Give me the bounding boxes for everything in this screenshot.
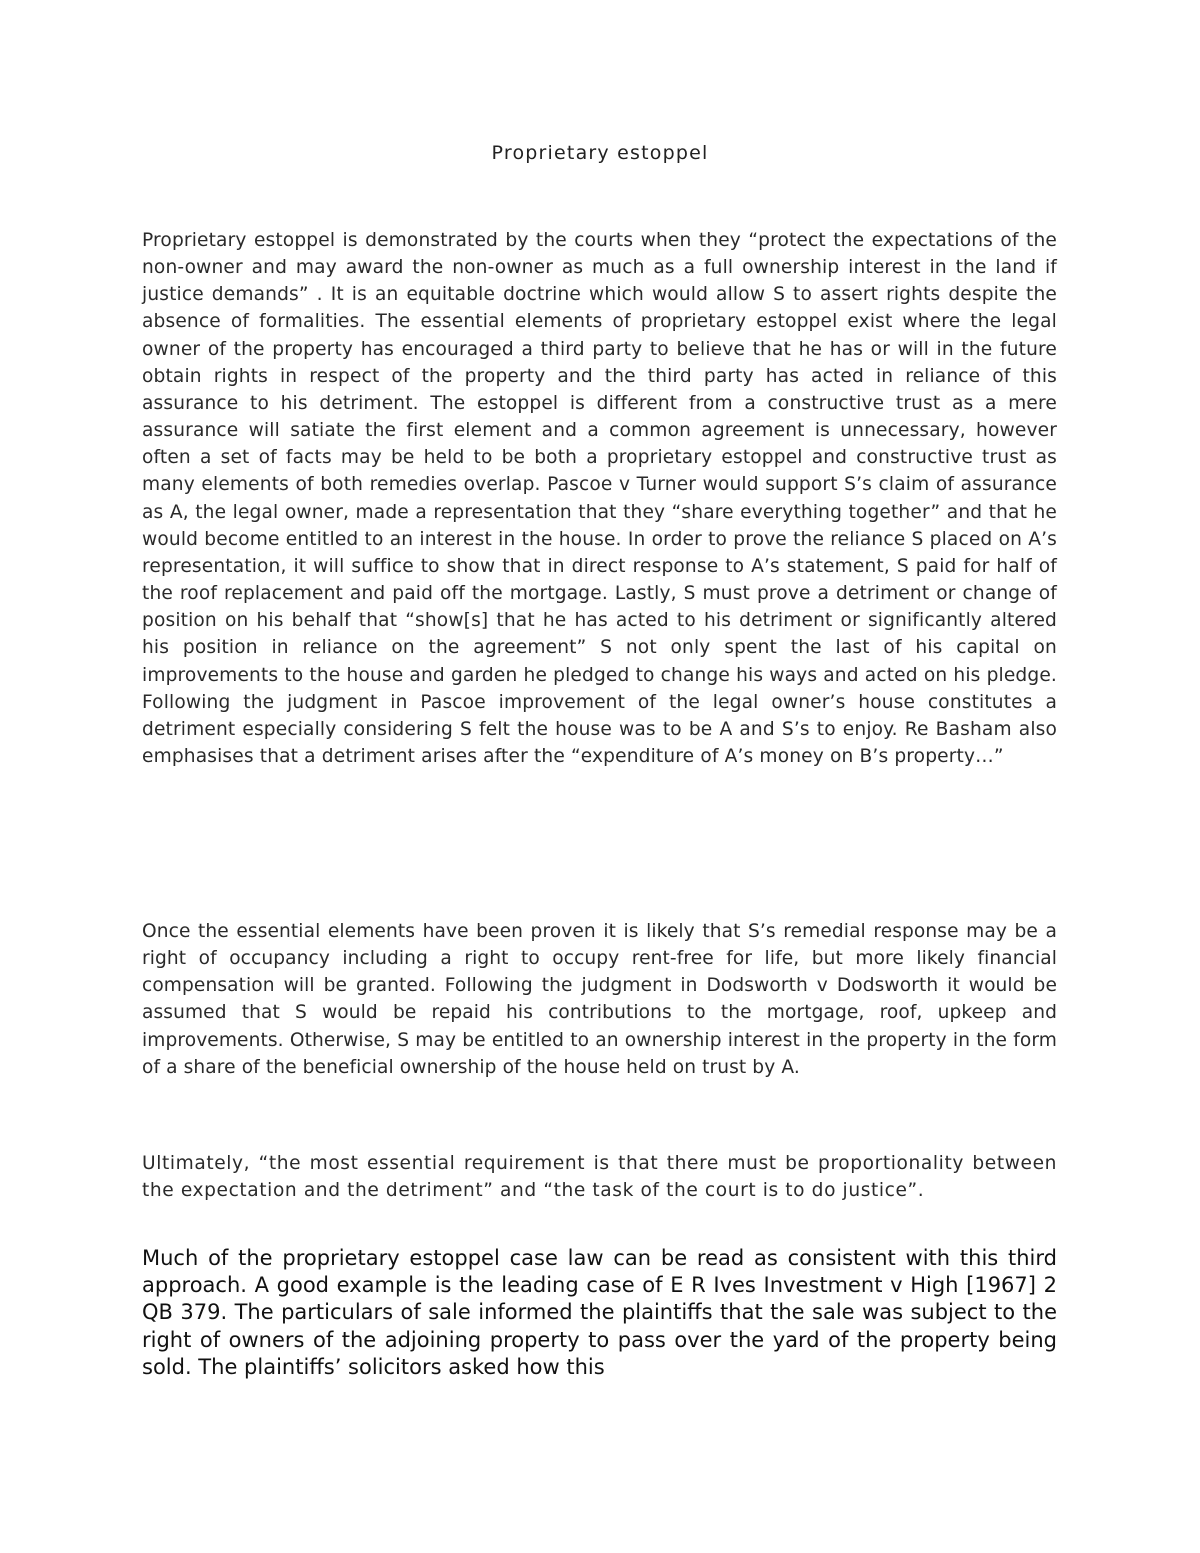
paragraph-proportionality: Ultimately, “the most essential requirement is that there must be proportionality between the expectation and the detriment” and “the task of the court is to do justice”. — [142, 1153, 1057, 1202]
paragraph-remedy: Once the essential elements have been proven it is likely that S’s remedial response may be a right of occupancy including a right to occupy rent-free for life, but more likely financial compensation will be granted. Following the judgment in Dodsworth v Dodsworth it would be assumed that S would be repaid his contributions to the mortgage, roof, upkeep and improvements. Otherwise, S may be entitled to an ownership interest in the property in the form of a share of the beneficial ownership of the house held on trust by A. — [142, 921, 1057, 1078]
paragraph-case-law: Much of the proprietary estoppel case law can be read as consistent with this third approach. A good example is the leading case of E R Ives Investment v High [1967] 2 QB 379. The particulars of sale informed the plaintiffs that the sale was subject to the right of owners of the adjoining property to pass over the yard of the property being sold. The plaintiffs’ solicitors asked how this — [142, 1246, 1057, 1379]
paragraph-elements: Proprietary estoppel is demonstrated by the courts when they “protect the expectations of the non-owner and may award the non-owner as much as a full ownership interest in the land if justice demands” . It is an equitable doctrine which would allow S to assert rights despite the absence of formalities. The essential elements of proprietary estoppel exist where the legal owner of the property has encouraged a third party to believe that he has or will in the future obtain rights in respect of the property and the third party has acted in reliance of this assurance to his detriment. The estoppel is different from a constructive trust as a mere assurance will satiate the first element and a common agreement is unnecessary, however often a set of facts may be held to be both a proprietary estoppel and constructive trust as many elements of both remedies overlap. Pascoe v Turner would support S’s claim of assurance as A, the legal owner, made a representation that they “share everything together” and that he would become entitled to an interest in the house. In order to prove the reliance S placed on A’s representation, it will suffice to show that in direct response to A’s statement, S paid for half of the roof replacement and paid off the mortgage. Lastly, S must prove a detriment or change of position on his behalf that “show[s] that he has acted to his detriment or significantly altered his position in reliance on the agreement” S not only spent the last of his capital on improvements to the house and garden he pledged to change his ways and acted on his pledge. Following the judgment in Pascoe improvement of the legal owner’s house constitutes a detriment especially considering S felt the house was to be A and S’s to enjoy. Re Basham also emphasises that a detriment arises after the “expenditure of A’s money on B’s property…” — [142, 230, 1057, 767]
document-title: Proprietary estoppel — [491, 142, 709, 164]
